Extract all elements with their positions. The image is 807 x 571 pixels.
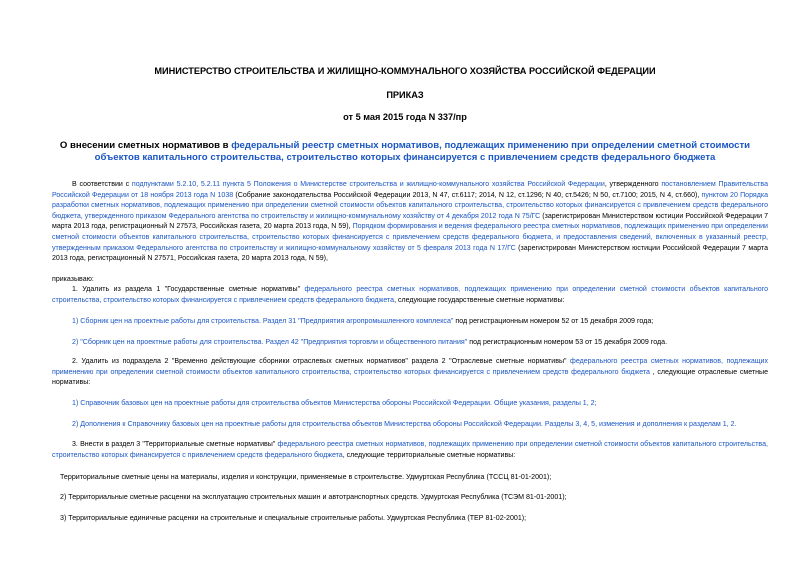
paragraph-3 bbox=[52, 440, 768, 461]
p1-link[interactable]: федерального реестра сметных нормативов, подлежащих применению при определении сметной стоимости объектов капитального строительства, строительство которых финансируется с привлечением средств федерального бюджета bbox=[52, 286, 768, 304]
p3-text-1: 3. Внести в раздел 3 "Территориальные сметные нормативы" bbox=[72, 441, 278, 448]
preamble-link-4[interactable]: Порядком формирования и ведения федерального реестра сметных нормативов, подлежащих применению при определении сметной стоимости объектов капитального строительства, строительство которых финансируется с привлечением средств федерального бюджета, и предоставления сведений, включенных в указанный реестр, утвержденным приказом Федерального агентства по строительству и жилищно-коммунальному хозяйству от 5 февраля 2013 года N 17/ГС bbox=[52, 223, 768, 252]
paragraph-2 bbox=[52, 357, 768, 389]
title-prefix: О внесении сметных нормативов в bbox=[59, 140, 232, 151]
p1-item-2-link[interactable]: 2) "Сборник цен на проектные работы для строительства. Раздел 42 "Предприятия торговли и общественного питания" bbox=[72, 338, 468, 346]
p1-item-1-link[interactable]: 1) Сборник цен на проектные работы для строительства. Раздел 31 "Предприятия агропромышленного комплекса" bbox=[72, 317, 454, 325]
p2-text-2: , следующие отраслевые сметные нормативы: bbox=[52, 368, 769, 387]
p3-item-2: 2) Территориальные сметные расценки на эксплуатацию строительных машин и автотранспортных средств. Удмуртская Республика (ТСЭМ 81-01-2001); bbox=[60, 493, 567, 501]
preamble-paragraph bbox=[52, 180, 768, 265]
p2-item-1-link[interactable]: 1) Справочник базовых цен на проектные работы для строительства объектов Министерства обороны Российской Федерации. Общие указания, разделы 1, 2; bbox=[72, 399, 597, 407]
p3-item-3: 3) Территориальные единичные расценки на строительные и специальные строительные работы. Удмуртская Республика (ТЕР 81-02-2001); bbox=[60, 514, 527, 522]
p2-item-1 bbox=[72, 398, 772, 409]
date-number: от 5 мая 2015 года N 337/пр bbox=[343, 112, 467, 122]
p1-item-1-text: под регистрационным номером 52 от 15 декабря 2009 года; bbox=[453, 317, 654, 325]
preamble-text-1: В соответствии с bbox=[72, 181, 132, 188]
paragraph-1 bbox=[52, 285, 768, 306]
preamble-text-3: (Собрание законодательства Российской Федерации 2013, N 47, ст.6117; 2014, N 12, ст.1296; N 40, ст.5426; N 50, ст.7100; 2015, N 4, ст.660), bbox=[233, 191, 702, 199]
p1-text-1: 1. Удалить из раздела 1 "Государственные сметные нормативы" bbox=[72, 286, 305, 293]
p1-item-1 bbox=[72, 316, 772, 327]
preamble-link-3[interactable]: пунктом 20 Порядка разработки сметных нормативов, подлежащих применению при определении сметной стоимости объектов капитального строительства, строительство которых финансируется с привлечением средств федерального бюджета, утвержденного приказом Федерального агентства по строительству и жилищно-коммунальному хозяйству от 4 декабря 2012 года N 75/ГС bbox=[52, 191, 769, 220]
p2-link[interactable]: федерального реестра сметных нормативов, подлежащих применению при определении сметной стоимости объектов капитального строительства, строительство которых финансируется с привлечением средств федерального бюджета bbox=[52, 358, 768, 376]
document-title bbox=[58, 140, 752, 164]
p3-link[interactable]: федерального реестра сметных нормативов, подлежащих применению при определении сметной стоимости объектов капитального строительства, строительство которых финансируется с привлечением средств федерального бюджета bbox=[52, 441, 768, 459]
ministry-heading: МИНИСТЕРСТВО СТРОИТЕЛЬСТВА И ЖИЛИЩНО-КОММУНАЛЬНОГО ХОЗЯЙСТВА РОССИЙСКОЙ ФЕДЕРАЦИИ bbox=[154, 66, 656, 76]
p1-item-2 bbox=[72, 337, 772, 348]
preamble-link-2[interactable]: постановлением Правительства Российской Федерации от 18 ноября 2013 года N 1038 bbox=[52, 181, 768, 199]
p1-text-2: , следующие государственные сметные нормативы: bbox=[394, 296, 565, 304]
p2-item-2-link[interactable]: 2) Дополнения к Справочнику базовых цен на проектные работы для строительства объектов Министерства обороны Российской Федерации. Разделы 3, 4, 5, изменения и дополнения к разделам 1, 2. bbox=[72, 420, 737, 428]
preamble-link-1[interactable]: подпунктами 5.2.10, 5.2.11 пункта 5 Положения о Министерстве строительства и жилищно-коммунального хозяйства Российской Федерации bbox=[131, 181, 605, 188]
preamble-text-2: , утвержденного bbox=[604, 181, 662, 188]
preamble-text-4: (зарегистрирован Министерством юстиции Российской Федерации 7 марта 2013 года, регистрационный N 27573, Российская газета, 20 марта 2013 года, N 59), bbox=[52, 212, 768, 231]
p3-text-2: , следующие территориальные сметные нормативы: bbox=[342, 451, 516, 459]
order-word: приказываю: bbox=[52, 276, 94, 283]
p3-item-1: Территориальные сметные цены на материалы, изделия и конструкции, применяемые в строительстве. Удмуртская Республика (ТССЦ 81-01-2001); bbox=[60, 473, 552, 481]
preamble-text-5: (зарегистрирован Министерством юстиции Российской Федерации 7 марта 2013 года, регистрационный N 27571, Российская газета, 20 марта 2013 года, N 59), bbox=[52, 244, 768, 263]
p2-item-2 bbox=[72, 419, 772, 430]
p1-item-2-text: под регистрационным номером 53 от 15 декабря 2009 года. bbox=[467, 338, 668, 346]
title-link[interactable]: федеральный реестр сметных нормативов, подлежащих применению при определении сметной стоимости объектов капитального строительства, строительство которых финансируется с привлечением средств федерального бюджета bbox=[94, 140, 751, 163]
doc-type: ПРИКАЗ bbox=[386, 90, 424, 100]
p2-text-1: 2. Удалить из подраздела 2 "Временно действующие сборники отраслевых сметных нормативов" раздела 2 "Отраслевые сметные нормативы" bbox=[72, 358, 571, 365]
